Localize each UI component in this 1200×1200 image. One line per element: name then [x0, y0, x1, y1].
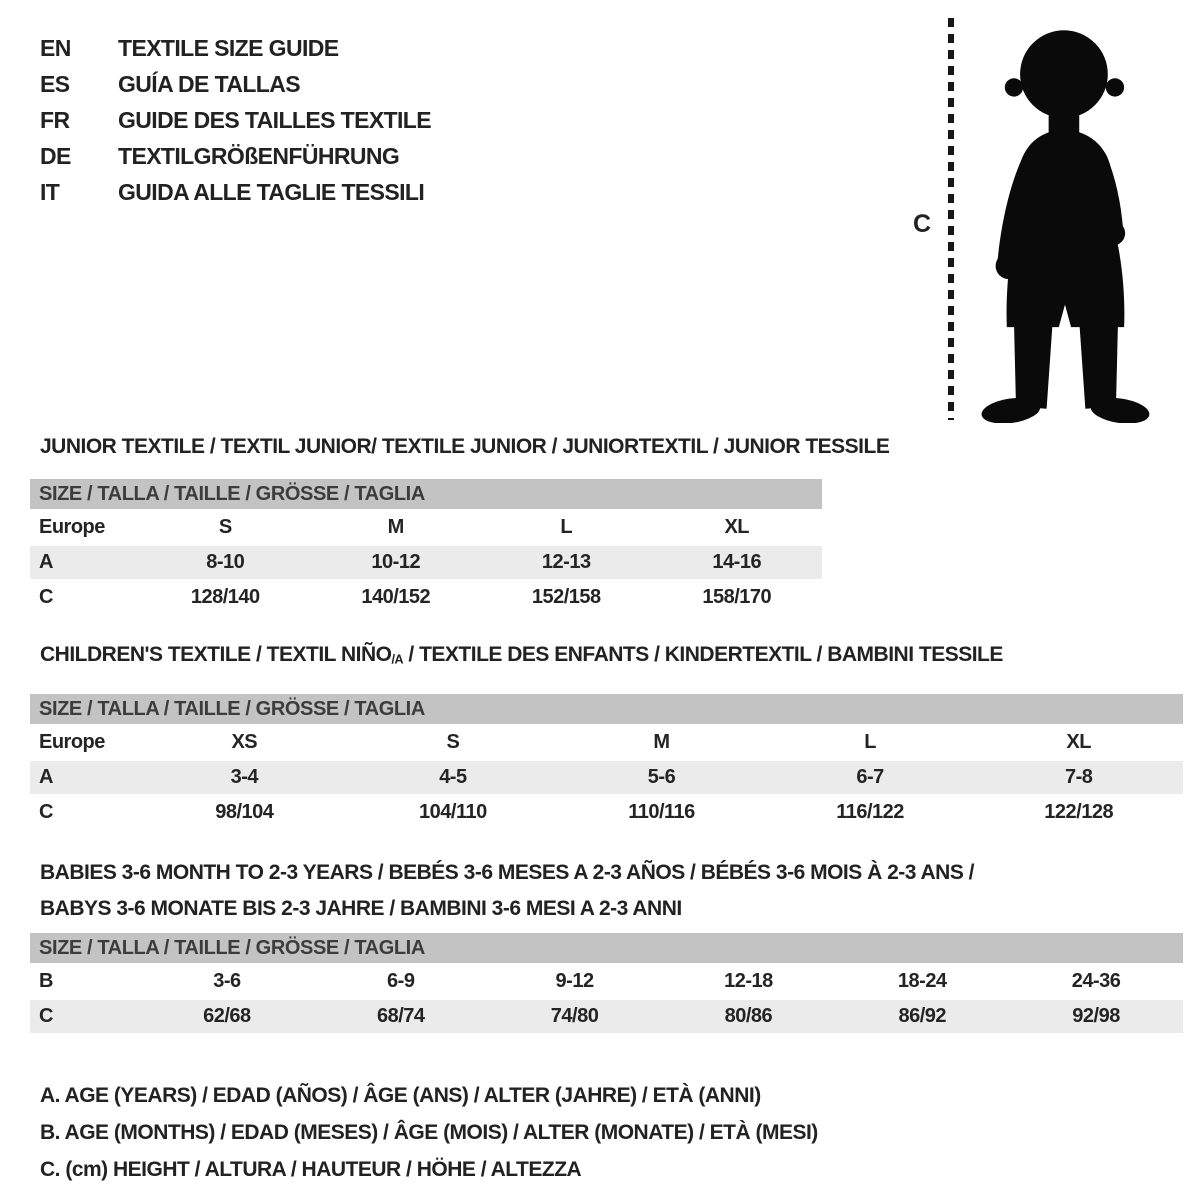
- guide-title: GUIDE DES TAILLES TEXTILE: [118, 107, 431, 133]
- row-label: Europe: [39, 516, 105, 538]
- size-band: SIZE / TALLA / TAILLE / GRÖSSE / TAGLIA: [30, 933, 1183, 963]
- children-title-subscript: /A: [391, 652, 404, 667]
- legend-line-b: B. AGE (MONTHS) / EDAD (MESES) / ÂGE (MOIS) / ALTER (MONATE) / ETÀ (MESI): [40, 1121, 818, 1145]
- table-row-age-months: [30, 965, 1183, 998]
- row-label: C: [39, 586, 53, 608]
- height-cell: 116/122: [836, 801, 904, 824]
- size-cell: L: [864, 731, 876, 754]
- children-section-title: [40, 643, 1200, 671]
- measurement-legend: [40, 1077, 1200, 1188]
- height-cell: 128/140: [190, 586, 260, 608]
- table-row-europe: [30, 511, 822, 544]
- babies-section-title: [40, 855, 1200, 927]
- height-label-c: C: [913, 210, 932, 238]
- guide-title: GUÍA DE TALLAS: [118, 71, 300, 97]
- row-label: A: [39, 766, 53, 789]
- children-title-suffix: / TEXTILE DES ENFANTS / KINDERTEXTIL / BAMBINI TESSILE: [403, 643, 1003, 666]
- junior-size-table: [30, 479, 822, 614]
- size-cell: M: [653, 731, 670, 754]
- age-cell: 3-4: [230, 766, 258, 789]
- age-cell: 7-8: [1064, 766, 1093, 789]
- age-cell: 10-12: [371, 551, 421, 573]
- lang-code: IT: [40, 179, 60, 205]
- children-size-table: [30, 694, 1183, 829]
- size-band: SIZE / TALLA / TAILLE / GRÖSSE / TAGLIA: [30, 479, 822, 509]
- table-row-age: [30, 761, 1183, 794]
- guide-title: GUIDA ALLE TAGLIE TESSILI: [118, 179, 425, 205]
- age-cell: 14-16: [712, 551, 762, 573]
- age-cell: 6-7: [856, 766, 884, 789]
- row-label: Europe: [39, 731, 105, 754]
- size-cell: M: [387, 516, 404, 538]
- babies-title-line2: BABYS 3-6 MONATE BIS 2-3 JAHRE / BAMBINI 3-6 MESI A 2-3 ANNI: [40, 897, 682, 921]
- size-cell: S: [218, 516, 232, 538]
- row-label: A: [39, 551, 53, 573]
- age-cell: 5-6: [647, 766, 676, 789]
- age-cell: 9-12: [555, 970, 594, 993]
- age-cell: 12-18: [724, 970, 773, 993]
- children-title-prefix: CHILDREN'S TEXTILE / TEXTIL NIÑO: [40, 643, 392, 666]
- height-cell: 152/158: [531, 586, 601, 608]
- size-cell: XL: [1066, 731, 1091, 754]
- height-cell: 122/128: [1044, 801, 1114, 824]
- legend-line-c: C. (cm) HEIGHT / ALTURA / HAUTEUR / HÖHE / ALTEZZA: [40, 1158, 582, 1182]
- table-row-age: [30, 546, 822, 579]
- height-cell: 158/170: [702, 586, 772, 608]
- table-row-height: [30, 796, 1183, 829]
- table-row-height: [30, 581, 822, 614]
- age-cell: 18-24: [897, 970, 947, 993]
- row-label: C: [39, 1005, 53, 1028]
- age-cell: 8-10: [206, 551, 245, 573]
- size-cell: XL: [724, 516, 750, 538]
- table-row-height: [30, 1000, 1183, 1033]
- lang-code: ES: [40, 71, 70, 97]
- legend-line-a: A. AGE (YEARS) / EDAD (AÑOS) / ÂGE (ANS) / ALTER (JAHRE) / ETÀ (ANNI): [40, 1084, 761, 1108]
- height-cell: 92/98: [1072, 1005, 1120, 1028]
- height-cell: 110/116: [628, 801, 695, 824]
- height-cell: 68/74: [376, 1005, 425, 1028]
- row-label: C: [39, 801, 53, 824]
- age-cell: 12-13: [541, 551, 591, 573]
- age-cell: 24-36: [1071, 970, 1121, 993]
- junior-section-title: JUNIOR TEXTILE / TEXTIL JUNIOR/ TEXTILE JUNIOR / JUNIORTEXTIL / JUNIOR TESSILE: [40, 435, 890, 458]
- height-cell: 140/152: [361, 586, 431, 608]
- height-cell: 80/86: [724, 1005, 773, 1028]
- height-dashed-line: [948, 18, 954, 420]
- age-cell: 3-6: [213, 970, 241, 993]
- table-row-europe: [30, 726, 1183, 759]
- guide-title: TEXTILGRÖßENFÜHRUNG: [118, 143, 400, 169]
- height-measure-figure: [903, 12, 1178, 430]
- size-band: SIZE / TALLA / TAILLE / GRÖSSE / TAGLIA: [30, 694, 1183, 724]
- size-cell: S: [446, 731, 460, 754]
- size-cell: XS: [231, 731, 258, 754]
- lang-code: FR: [40, 107, 70, 133]
- age-cell: 6-9: [387, 970, 415, 993]
- lang-code: DE: [40, 143, 71, 169]
- height-cell: 62/68: [203, 1005, 251, 1028]
- row-label: B: [39, 970, 53, 993]
- height-cell: 104/110: [419, 801, 487, 824]
- lang-code: EN: [40, 35, 71, 61]
- age-cell: 4-5: [439, 766, 467, 789]
- height-cell: 98/104: [215, 801, 274, 824]
- babies-title-line1: BABIES 3-6 MONTH TO 2-3 YEARS / BEBÉS 3-6 MESES A 2-3 AÑOS / BÉBÉS 3-6 MOIS À 2-3 ANS /: [40, 861, 975, 885]
- height-cell: 74/80: [550, 1005, 599, 1028]
- height-cell: 86/92: [898, 1005, 947, 1028]
- size-cell: L: [560, 516, 573, 538]
- babies-size-table: [30, 933, 1183, 1033]
- guide-title: TEXTILE SIZE GUIDE: [118, 35, 339, 61]
- toddler-silhouette-icon: [965, 15, 1169, 423]
